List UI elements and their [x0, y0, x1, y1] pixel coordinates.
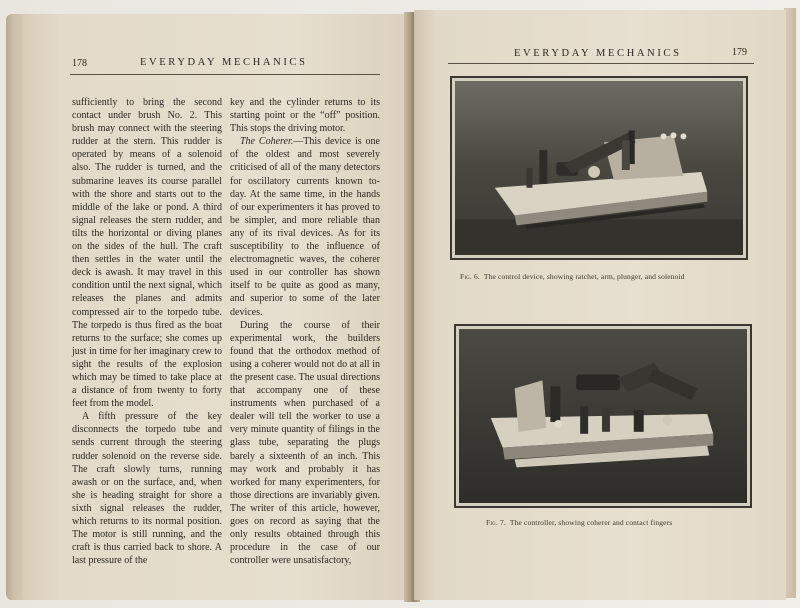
left-column-2: [230, 96, 380, 567]
paragraph: [230, 135, 380, 318]
right-page: [414, 10, 786, 600]
section-heading: The Coherer.: [240, 136, 294, 148]
figure-7-caption: [486, 518, 672, 527]
controller-photo-image: [459, 329, 747, 503]
left-page-number: 178: [72, 58, 87, 69]
right-page-number: 179: [732, 47, 747, 58]
left-page: [22, 14, 410, 600]
paragraph: A fifth pressure of the key disconnects the torpedo tube and sends current through the steering rudder solenoid on the reverse side. The craft slowly turns, running awash or on the surface, and, when she is heading straight for shore a sixth signal releases the rudder, which returns to its normal position. The motor is still running, and the craft is thus carried back to shore. A last pressure of the: [72, 411, 222, 567]
figure-6-label: Fig. 6.: [460, 272, 480, 281]
figure-7-photo: [454, 324, 752, 508]
figure-7-caption-text: The controller, showing coherer and contact fingers: [509, 518, 673, 527]
right-head-rule: [448, 63, 754, 64]
figure-6-caption: [460, 272, 685, 281]
left-column-1: [72, 96, 222, 567]
paragraph: key and the cylinder returns to its starting point or the “off” position. This stops the driving motor.: [230, 97, 380, 135]
right-running-head: EVERYDAY MECHANICS: [514, 48, 682, 59]
left-running-head: EVERYDAY MECHANICS: [140, 57, 308, 68]
figure-6-caption-text: The control device, showing ratchet, arm, plunger, and solenoid: [483, 272, 685, 281]
paragraph: sufficiently to bring the second contact under brush No. 2. This brush may connect with the steering rudder at the stern. This rudder is operated by means of a solenoid also. The rudder is turned, and the submarine leaves its course parallel with the shore and starts out to the middle of the lake or pond. A third signal releases the stern rudder, and tilts the horizontal or diving planes on the sides of the hull. The craft then settles in the water until the deck is awash. It may travel in this condition until the next signal, which releases the planes and admits compressed air to the torpedo tube. The torpedo is thus fired as the boat returns to the surface; she comes up just in time for her imaginary crew to sight the results of the explosion which may be timed to take place at a distance of from twenty to forty feet from the model.: [72, 97, 222, 410]
paragraph-text: —This device is one of the oldest and most severely criticised of all of the many detectors for oscillatory currents known to-day. At the same time, in the hands of our experimenters it has proved to be simpler, and more reliable than any of its rival devices. As for its susceptibility to the influence of electromagnetic waves, the coherer used in our controller has shown itself to be quite as good as many, and superior to some of the later devices.: [230, 136, 380, 318]
figure-6-photo: [450, 76, 748, 260]
figure-7-label: Fig. 7.: [486, 518, 506, 527]
left-head-rule: [70, 74, 380, 75]
control-device-photo-image: [455, 81, 743, 255]
paragraph: During the course of their experimental work, the builders found that the orthodox method of using a coherer would not do at all in the present case. The usual directions that accompany one of these instruments when purchased of a dealer will tell the worker to use a very minute quantity of filings in the glass tube, separating the plugs barely a sixteenth of an inch. This may work and probably it has worked for many experimenters, for those directions are invariably given. The writer of this article, however, goes on record as saying that the only results obtained through this procedure in the case of our controller were unsatisfactory,: [230, 319, 380, 567]
